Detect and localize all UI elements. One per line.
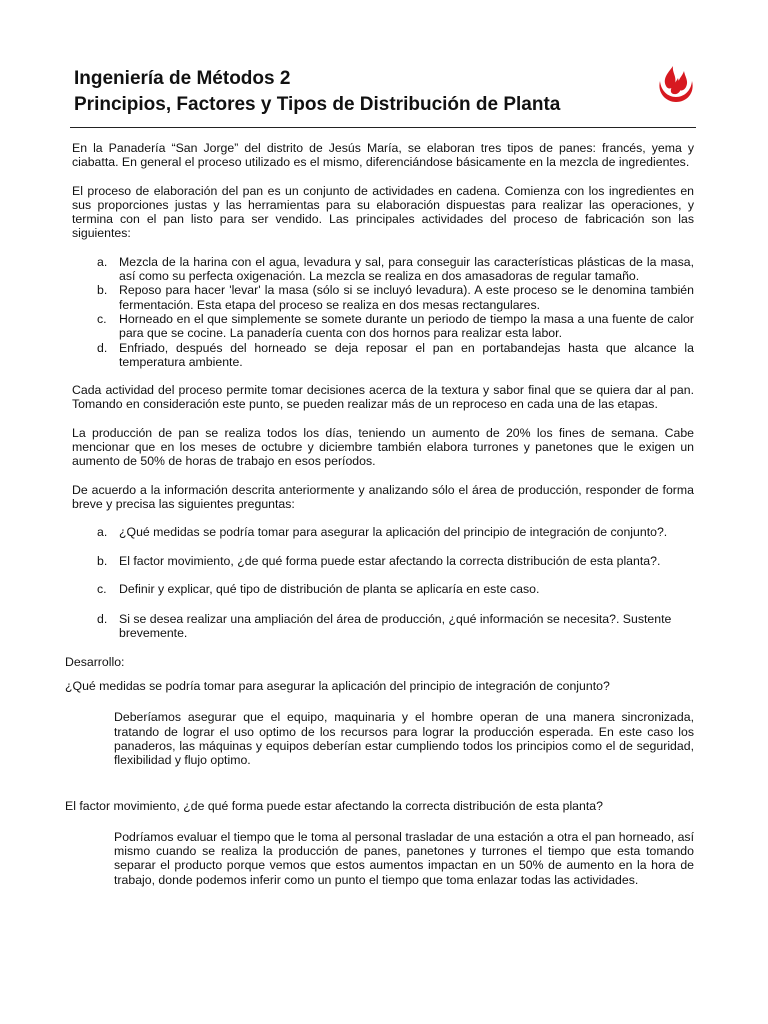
university-logo-icon [651, 64, 699, 104]
list-marker: a. [97, 525, 108, 540]
development-question-2: El factor movimiento, ¿de qué forma puede estar afectando la correcta distribución de esta planta? [65, 798, 603, 813]
instructions-paragraph: De acuerdo a la información descrita anteriormente y analizando sólo el área de producción, responder de forma breve y precisa las siguientes preguntas: [72, 482, 694, 511]
development-answer-1: Deberíamos asegurar que el equipo, maquinaria y el hombre operan de una manera sincronizada, tratando de lograr el uso optimo de los recursos para lograr la producción esperada. En este caso los panaderos, las máquinas y equipos deberían estar cumpliendo todos los principios como el de seguridad, flexibilidad y flujo optimo. [114, 710, 694, 768]
list-item-text: Definir y explicar, qué tipo de distribución de planta se aplicaría en este caso. [119, 581, 540, 596]
list-item [72, 255, 694, 284]
document-header [74, 66, 634, 118]
list-marker: c. [97, 581, 107, 596]
development-question-1: ¿Qué medidas se podría tomar para asegurar la aplicación del principio de integración de conjunto? [65, 679, 610, 694]
list-item-text: Mezcla de la harina con el agua, levadura y sal, para conseguir las características plásticas de la masa, así como su perfecta oxigenación. La mezcla se realiza en dos amasadoras de regular tamaño. [119, 254, 694, 284]
list-marker: d. [97, 340, 108, 355]
list-item [72, 283, 694, 312]
list-item [72, 312, 694, 341]
list-item-text: Reposo para hacer 'levar' la masa (sólo si se incluyó levadura). A este proceso se le denomina también fermentación. Esta etapa del proceso se realiza en dos mesas rectangulares. [119, 283, 694, 312]
list-marker: b. [97, 553, 108, 568]
document-body [65, 141, 694, 887]
list-marker: c. [97, 311, 107, 326]
list-item [72, 525, 694, 539]
list-item-text: El factor movimiento, ¿de qué forma puede estar afectando la correcta distribución de esta planta?. [119, 553, 661, 568]
list-item [72, 554, 694, 568]
list-marker: b. [97, 283, 108, 298]
texture-paragraph: Cada actividad del proceso permite tomar decisiones acerca de la textura y sabor final que se quiera dar al pan. Tomando en consideración este punto, se pueden realizar más de un reproceso en cada una de las etapas. [72, 383, 694, 412]
list-item-text: ¿Qué medidas se podría tomar para asegurar la aplicación del principio de integración de conjunto?. [119, 525, 668, 540]
list-marker: d. [97, 612, 108, 627]
production-paragraph: La producción de pan se realiza todos los días, teniendo un aumento de 20% los fines de semana. Cabe mencionar que en los meses de octubre y diciembre también elabora turrones y panetones que le exigen un aumento de 50% de horas de trabajo en esos períodos. [72, 425, 694, 469]
list-item [72, 582, 694, 596]
intro-paragraph: En la Panadería “San Jorge” del distrito de Jesús María, se elaboran tres tipos de panes: francés, yema y ciabatta. En general el proceso utilizado es el mismo, diferenciándose básicamente en la mezcla de ingredientes. [72, 141, 694, 170]
course-title: Ingeniería de Métodos 2 [74, 68, 291, 89]
activities-list [72, 255, 694, 369]
questions-list [72, 525, 694, 640]
list-item-text: Enfriado, después del horneado se deja reposar el pan en portabandejas hasta que alcance la temperatura ambiente. [119, 340, 694, 369]
list-marker: a. [97, 254, 108, 269]
topic-title: Principios, Factores y Tipos de Distribución de Planta [74, 94, 561, 115]
process-paragraph: El proceso de elaboración del pan es un conjunto de actividades en cadena. Comienza con los ingredientes en sus proporciones justas y las herramientas para su elaboración dispuestas para realizar las operaciones, y termina con el pan listo para ser vendido. Las principales actividades del proceso de fabricación son las siguientes: [72, 183, 694, 241]
development-label: Desarrollo: [65, 654, 125, 669]
list-item [72, 612, 694, 641]
list-item-text: Horneado en el que simplemente se somete durante un periodo de tiempo la masa a una fuente de calor para que se cocine. La panadería cuenta con dos hornos para realizar esta labor. [119, 311, 694, 341]
list-item-text: Si se desea realizar una ampliación del área de producción, ¿qué información se necesita?. Sustente brevemente. [119, 612, 672, 641]
header-divider [70, 127, 696, 128]
list-item [72, 341, 694, 370]
development-answer-2: Podríamos evaluar el tiempo que le toma al personal trasladar de una estación a otra el pan horneado, así mismo cuando se realiza la producción de panes, panetones y turrones el tiempo que esta tomando separar el producto porque vemos que estos aumentos impactan en un 50% de aumento en la hora de trabajo, donde podemos inferir como un punto el tiempo que toma enlazar todas las actividades. [114, 829, 694, 887]
